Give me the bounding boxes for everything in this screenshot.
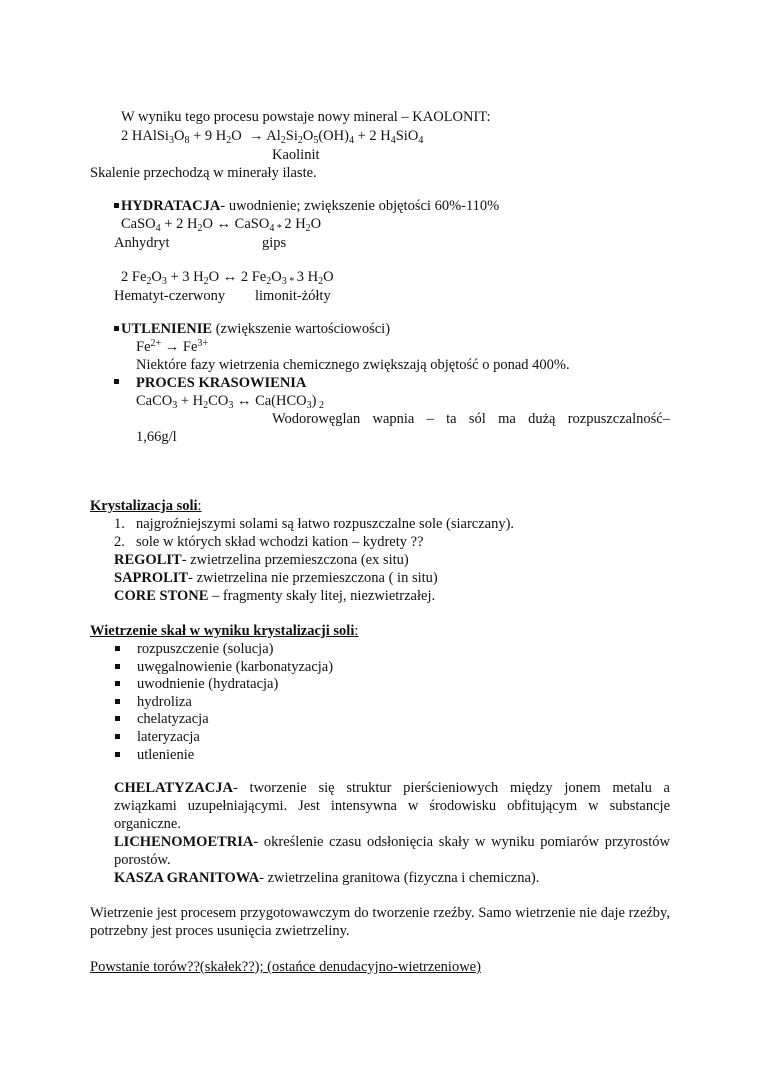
kaolinit-label: Kaolinit <box>272 147 320 163</box>
word: ta <box>446 411 457 427</box>
feldspar-note: Skalenie przechodzą w minerały ilaste. <box>90 165 317 181</box>
core-stone-def: CORE STONE – fragmenty skały litej, niezwietrzałej. <box>114 588 436 604</box>
word: – <box>426 411 434 427</box>
utlenienie-desc: (zwiększenie wartościowości) <box>212 321 391 337</box>
wodorowe-line <box>272 410 670 428</box>
word: rozpuszczalność– <box>567 411 670 427</box>
bullet-icon <box>115 716 120 721</box>
utlenienie-heading <box>114 320 390 338</box>
krasowienie-heading: PROCES KRASOWIENIA <box>136 375 307 391</box>
word: ma <box>498 411 516 427</box>
list-item: rozpuszczenie (solucja) <box>137 641 274 657</box>
saprolit-def: SAPROLIT- zwietrzelina nie przemieszczona ( in situ) <box>114 570 438 586</box>
final-heading: Powstanie torów??(skałek??); (ostańce denudacyjno-wietrzeniowe) <box>90 959 481 975</box>
hematite-equation: 2 $Fe_2O_3 + 3$ $H_2O$ ↔ 2 $Fe_2O_{3 *}$ 3 $H_2O$ <box>121 269 334 287</box>
kaolinite-equation: 2 $HAlSi_3O_8 + 9$ $H_2O \to Al_2Si_2O_5(OH)_4 + 2$ $H_4SiO_4$ <box>121 128 424 146</box>
bullet-icon <box>115 664 120 669</box>
anhydryt-label: Anhydryt <box>114 235 170 251</box>
bullet-icon <box>114 379 119 384</box>
word: sól <box>468 411 486 427</box>
list-item: hydroliza <box>137 693 192 710</box>
utlenienie-note: Niektóre fazy wietrzenia chemicznego zwiększają objętość o ponad 400%. <box>136 357 570 373</box>
bullet-icon <box>114 203 119 208</box>
list-item: uwęgalnowienie (karbonatyzacja) <box>137 658 334 675</box>
hydratacja-desc: - uwodnienie; zwiększenie objętości 60%-110% <box>220 198 500 214</box>
list-item: uwodnienie (hydratacja) <box>137 676 279 693</box>
krystalizacja-heading: Krystalizacja soli: <box>90 498 202 514</box>
gips-label: gips <box>262 235 287 251</box>
regolit-def: REGOLIT- zwietrzelina przemieszczona (ex situ) <box>114 552 409 568</box>
word: dużą <box>528 411 556 427</box>
lichenometria-def: LICHENOMOETRIA- określenie czasu odsłonięcia skały w wyniku pomiarów przyrostów porostów. <box>114 834 670 868</box>
hydratacja-heading <box>114 197 499 215</box>
word: wapnia <box>372 411 415 427</box>
intro-line: W wyniku tego procesu powstaje nowy mineral – KAOLONIT: <box>121 109 491 125</box>
list-item-text: sole w których skład wchodzi kation – kydrety ?? <box>136 534 424 550</box>
kasza-granitowa-def: KASZA GRANITOWA- zwietrzelina granitowa (fizyczna i chemiczna). <box>114 870 540 886</box>
bullet-icon <box>115 752 120 757</box>
chelatyzacja-def: CHELATYZACJA- tworzenie się struktur pierścieniowych między jonem metalu a związkami uzupełniającymi. Jest intensywna w środowisku obfitującym w substancje organiczne. <box>114 780 670 832</box>
bullet-icon <box>115 734 120 739</box>
hematyt-label: Hematyt-czerwony <box>114 288 226 304</box>
list-item: 2. <box>114 534 125 550</box>
iron-oxidation-equation: $Fe^{2+} \to Fe^{3+}$ <box>136 338 209 355</box>
karst-equation: CaCO$_3$ + $H_2CO_3$ ↔ $Ca(HCO_3)$ $_2$ <box>136 393 324 411</box>
bullet-icon <box>114 326 119 331</box>
closing-paragraph: Wietrzenie jest procesem przygotowawczym do tworzenie rzeźby. Samo wietrzenie nie daje rzeźby, potrzebny jest proces usunięcia zwietrzeliny. <box>90 905 670 939</box>
limonit-label: limonit-żółty <box>255 288 331 304</box>
wietrzenie-heading: Wietrzenie skał w wyniku krystalizacji soli: <box>90 623 359 639</box>
list-item: 1. <box>114 516 125 532</box>
solubility-value: 1,66g/l <box>136 429 177 445</box>
bullet-icon <box>115 699 120 704</box>
word: Wodorowęglan <box>272 411 361 427</box>
list-item: lateryzacja <box>137 729 200 745</box>
hydratacja-term: HYDRATACJA <box>121 198 221 214</box>
list-item: utlenienie <box>137 746 195 763</box>
utlenienie-term: UTLENIENIE <box>121 321 213 337</box>
bullet-icon <box>115 646 120 651</box>
gypsum-equation: CaSO$_4$ + 2 $H_2O$ ↔ CaSO$_{4 *}$ 2 $H_2O$ <box>121 216 322 234</box>
list-item-text: najgroźniejszymi solami są łatwo rozpuszczalne sole (siarczany). <box>136 516 515 532</box>
list-item: chelatyzacja <box>137 711 209 728</box>
bullet-icon <box>115 681 120 686</box>
